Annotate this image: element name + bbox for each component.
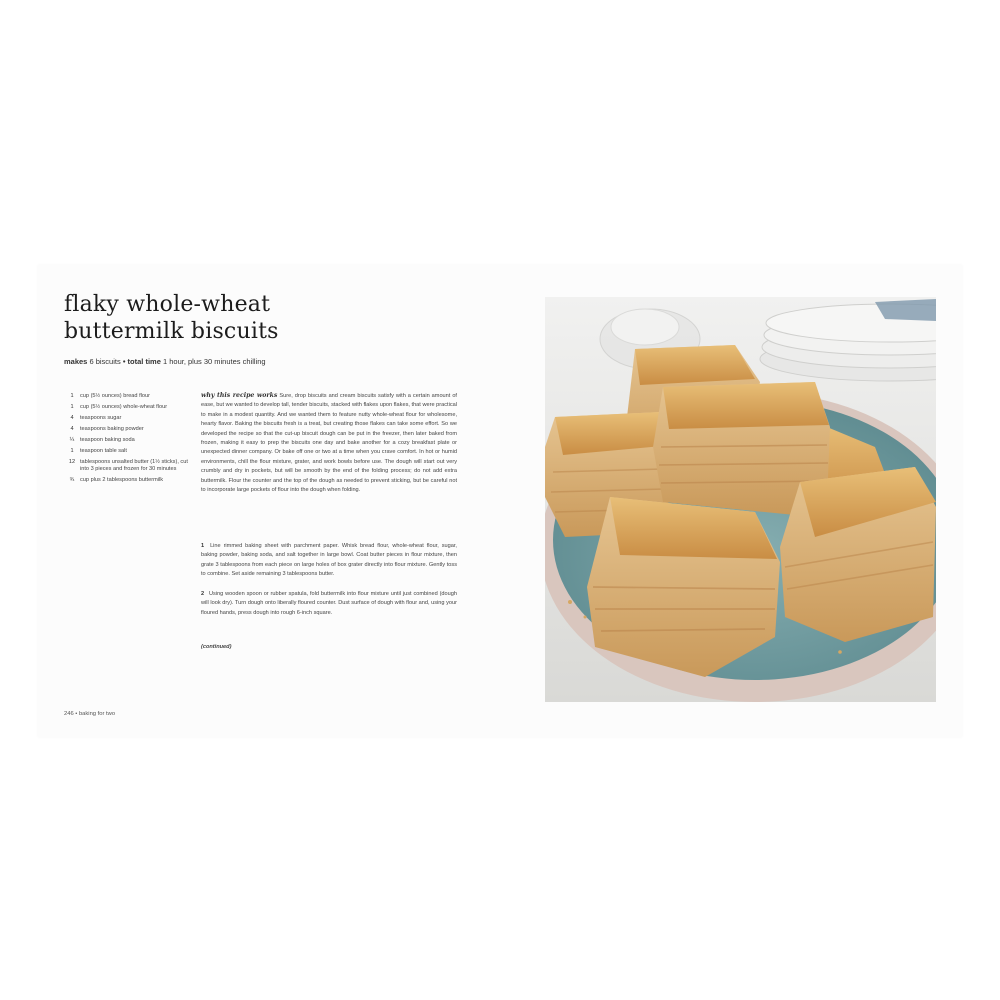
why-lead: why this recipe works [201,392,278,399]
ingredient-item [64,426,189,433]
ingredient-text: cup (5½ ounces) bread flour [80,393,150,399]
why-this-recipe-works [201,391,457,495]
biscuit-right [780,467,936,642]
ingredient-text: cup (5½ ounces) whole-wheat flour [80,404,168,410]
step-1 [201,542,457,580]
step-number: 1 [201,543,205,549]
ingredient-item [64,437,189,444]
ingredient-item [64,393,189,400]
makes-value: 6 biscuits [89,357,121,366]
folio-separator: • [75,711,78,717]
ingredient-item [64,448,189,455]
recipe-title-line2: buttermilk biscuits [64,319,279,344]
ingredient-qty: 4 [70,415,74,421]
ingredient-qty: 1 [70,448,74,454]
step-2 [201,590,457,618]
ingredient-qty: 12 [68,459,76,465]
page-number: 246 [64,711,74,717]
meta-separator: • [122,357,126,366]
ingredient-item [64,415,189,422]
ingredient-list [64,393,189,488]
ingredient-item [64,404,189,411]
biscuits-illustration [545,297,936,702]
ingredient-qty: 1 [70,404,74,410]
step-number: 2 [201,591,205,597]
ingredient-text: teaspoon baking soda [80,437,135,443]
step-text: Line rimmed baking sheet with parchment paper. Whisk bread flour, whole-wheat flour, sugar, baking powder, baking soda, and salt together in large bowl. Coat butter pieces in flour mixture, then grate 3 tablespoons from each piece on large holes of box grater directly into flour mixture. Gently toss to combine. Set aside remaining 3 tablespoons butter. [201,543,457,578]
total-time-value: 1 hour, plus 30 minutes chilling [162,357,266,366]
ingredient-qty: ¾ [69,477,75,483]
book-section: baking for two [78,711,116,717]
continued-note: (continued) [201,644,232,650]
why-text: Sure, drop biscuits and cream biscuits satisfy with a certain amount of ease, but we wanted to develop tall, tender biscuits, stacked with flakes upon flakes, that were practical to make in a modest quantity. And we wanted them to feature nutty whole-wheat flour for wholesome, hearty flavor. Baking the biscuits fresh is a treat, but creating those flakes can take some effort. So we developed the recipe so that the cut-up biscuit dough can be put in the freezer, then later baked from frozen, making it easy to prep the biscuits one day and bake another for a cozy breakfast plate or unexpected dinner company. Or bake off one or two at a time when you crave comfort. In hot or humid environments, chill the flour mixture, grater, and work bowls before use. The dough will start out very crumbly and dry in pockets, but will be smooth by the end of the folding process; do not add extra buttermilk. Flour the counter and the top of the dough as needed to prevent sticking, but be careful not to incorporate large pockets of flour into the dough when folding. [201,393,457,494]
ingredient-qty: 4 [70,426,74,432]
ingredient-qty: 1 [70,393,74,399]
ingredient-qty: ¼ [69,437,75,443]
ingredient-text: teaspoons sugar [80,415,122,421]
ingredient-text: teaspoon table salt [80,448,127,454]
recipe-title-line1: flaky whole-wheat [64,292,271,317]
total-time-label: total time [127,357,161,366]
recipe-meta [64,357,266,366]
ingredient-text: teaspoons baking powder [80,426,144,432]
ingredient-item [64,477,189,484]
biscuits-photo [545,297,936,702]
makes-label: makes [64,357,88,366]
page-folio [64,711,115,717]
step-text: Using wooden spoon or rubber spatula, fold buttermilk into flour mixture until just combined (dough will look dry). Turn dough onto liberally floured counter. Dust surface of dough with flour and, using your floured hands, press dough into rough 6-inch square. [201,591,457,616]
ingredient-text: tablespoons unsalted butter (1½ sticks), cut into 3 pieces and frozen for 30 minutes [80,459,188,472]
recipe-title [64,291,394,345]
ingredient-text: cup plus 2 tablespoons buttermilk [80,477,164,483]
biscuit-front [587,497,780,677]
ingredient-item [64,459,189,473]
